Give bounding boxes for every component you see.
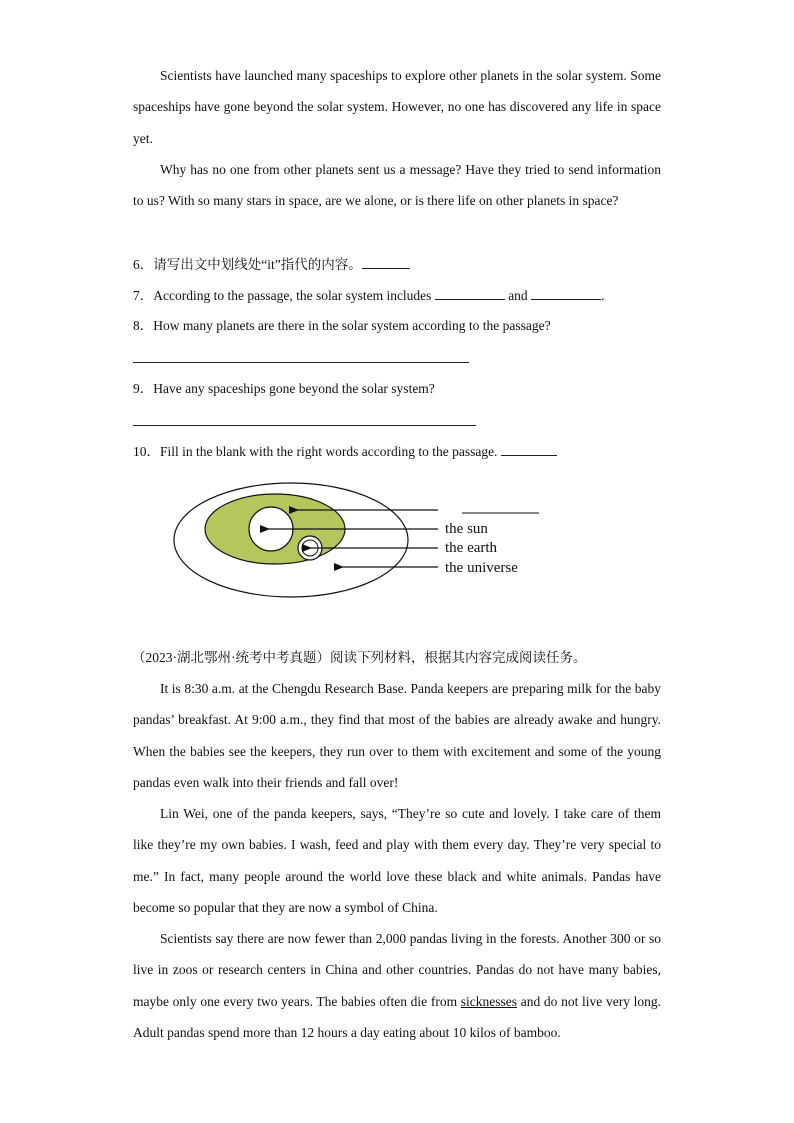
question-7-text: 7．According to the passage, the solar system includes: [133, 288, 432, 303]
question-6-text: 6．请写出文中划线处“it”指代的内容。: [133, 257, 362, 272]
label-earth: the earth: [445, 540, 498, 556]
section2-paragraph-3-part-2: and do not live very long. Adult pandas spend more than 12 hours a day eating about 10 kilos of bamboo.: [133, 993, 661, 1040]
label-universe: the universe: [445, 560, 518, 576]
section2-paragraph-3-part-1: Scientists say there are now fewer than 2,000 pandas living in the forests. Another 300 or so live in zoos or research centers in China and other countries. Pandas do not have many babies, maybe only one every two years. The babies often die from: [133, 931, 661, 1009]
section2-paragraph-2: Lin Wei, one of the panda keepers, says, “They’re so cute and lovely. I take care of them like they’re my own babies. I wash, feed and play with them every day. They’re very special to me.” In fact, many people around the world love these black and white animals. Pandas have become so popular that they are now a symbol of China.: [133, 806, 661, 915]
label-sun: the sun: [445, 521, 488, 537]
section2-paragraph-3: [133, 923, 661, 1048]
question-8-text: 8．How many planets are there in the solar system according to the passage?: [133, 318, 551, 333]
section2-header: （2023·湖北鄂州·统考中考真题）阅读下列材料，根据其内容完成阅读任务。: [132, 650, 587, 665]
question-9-text: 9．Have any spaceships gone beyond the solar system?: [133, 381, 435, 396]
underlined-word: sicknesses: [460, 993, 518, 1009]
question-7-and: and: [508, 288, 528, 303]
question-10-text: 10．Fill in the blank with the right words according to the passage.: [133, 444, 498, 459]
section2-paragraph-1: It is 8:30 a.m. at the Chengdu Research Base. Panda keepers are preparing milk for the baby pandas’ breakfast. At 9:00 a.m., they find that most of the babies are already awake and hungry. When the babies see the keepers, they run over to them with excitement and some of the young pandas even walk into their friends and fall over!: [133, 681, 661, 790]
passage1-paragraph-1: Scientists have launched many spaceships to explore other planets in the solar system. Some spaceships have gone beyond the solar system. However, no one has discovered any life in space yet.: [133, 68, 661, 146]
question-7-period: .: [601, 288, 605, 303]
passage1-paragraph-2: Why has no one from other planets sent us a message? Have they tried to send information to us? With so many stars in space, are we alone, or is there life on other planets in space?: [133, 162, 661, 209]
